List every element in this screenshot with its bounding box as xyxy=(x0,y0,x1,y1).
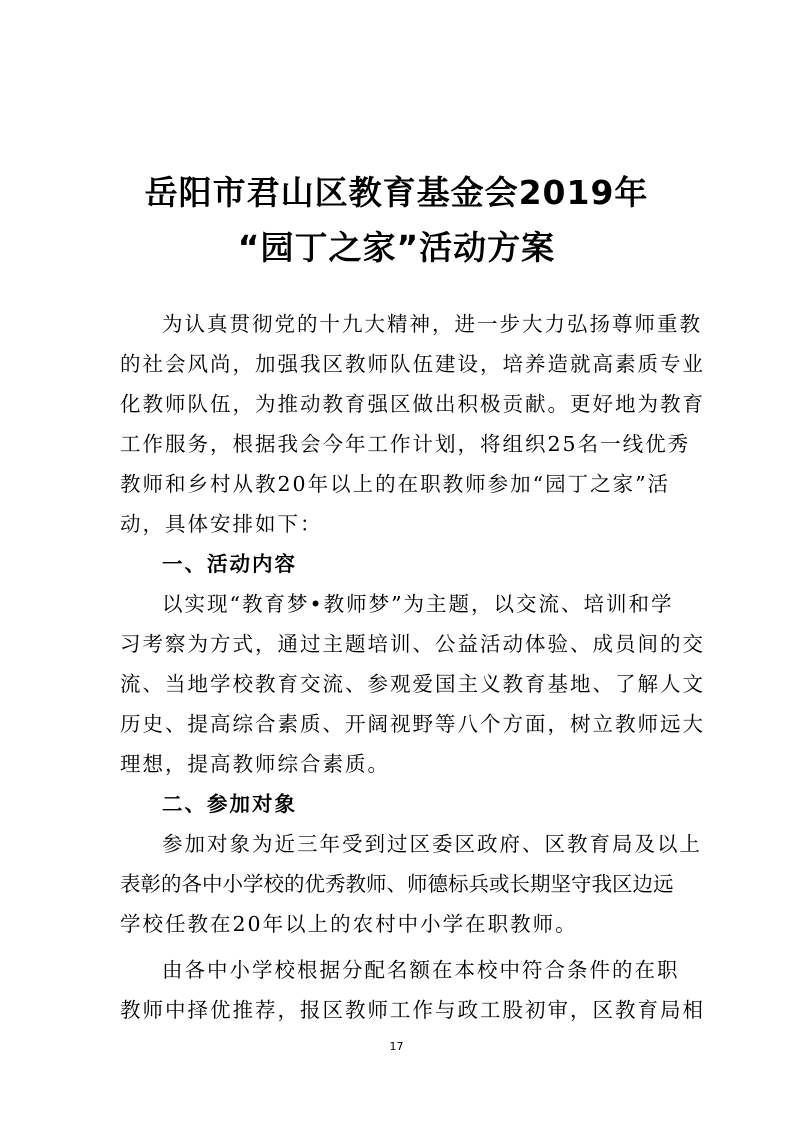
page-number: 17 xyxy=(389,1040,404,1053)
section2-line: 表彰的各中小学校的优秀教师、师德标兵或长期坚守我区边远 xyxy=(120,872,674,896)
document-title-line-2: “园丁之家”活动方案 xyxy=(237,228,556,267)
section2-para2-line: 教师中择优推荐，报区教师工作与政工股初审，区教育局相 xyxy=(120,998,705,1022)
section1-line: 历史、提高综合素质、开阔视野等八个方面，树立教师远大 xyxy=(120,712,705,736)
section-heading-participants: 二、参加对象 xyxy=(162,792,297,816)
section2-line: 学校任教在20年以上的农村中小学在职教师。 xyxy=(120,912,578,936)
section-heading-activity-content: 一、活动内容 xyxy=(162,552,297,576)
intro-line: 动，具体安排如下： xyxy=(120,512,323,536)
intro-line: 为认真贯彻党的十九大精神，进一步大力弘扬尊师重教 xyxy=(162,312,702,336)
section1-line: 习考察为方式，通过主题培训、公益活动体验、成员间的交 xyxy=(120,632,705,656)
section1-line: 流、当地学校教育交流、参观爱国主义教育基地、了解人文 xyxy=(120,672,705,696)
intro-line: 教师和乡村从教20年以上的在职教师参加“园丁之家”活 xyxy=(120,472,671,496)
section2-line: 参加对象为近三年受到过区委区政府、区教育局及以上 xyxy=(162,832,702,856)
section2-para2-line: 由各中小学校根据分配名额在本校中符合条件的在职 xyxy=(162,958,680,982)
section1-line: 以实现“教育梦•教师梦”为主题，以交流、培训和学 xyxy=(162,592,674,616)
intro-line: 的社会风尚，加强我区教师队伍建设，培养造就高素质专业 xyxy=(120,352,705,376)
document-title-line-1: 岳阳市君山区教育基金会2019年 xyxy=(144,173,649,212)
section1-line: 理想，提高教师综合素质。 xyxy=(120,752,390,776)
intro-line: 化教师队伍，为推动教育强区做出积极贡献。更好地为教育 xyxy=(120,392,705,416)
intro-line: 工作服务，根据我会今年工作计划，将组织25名一线优秀 xyxy=(120,432,691,456)
